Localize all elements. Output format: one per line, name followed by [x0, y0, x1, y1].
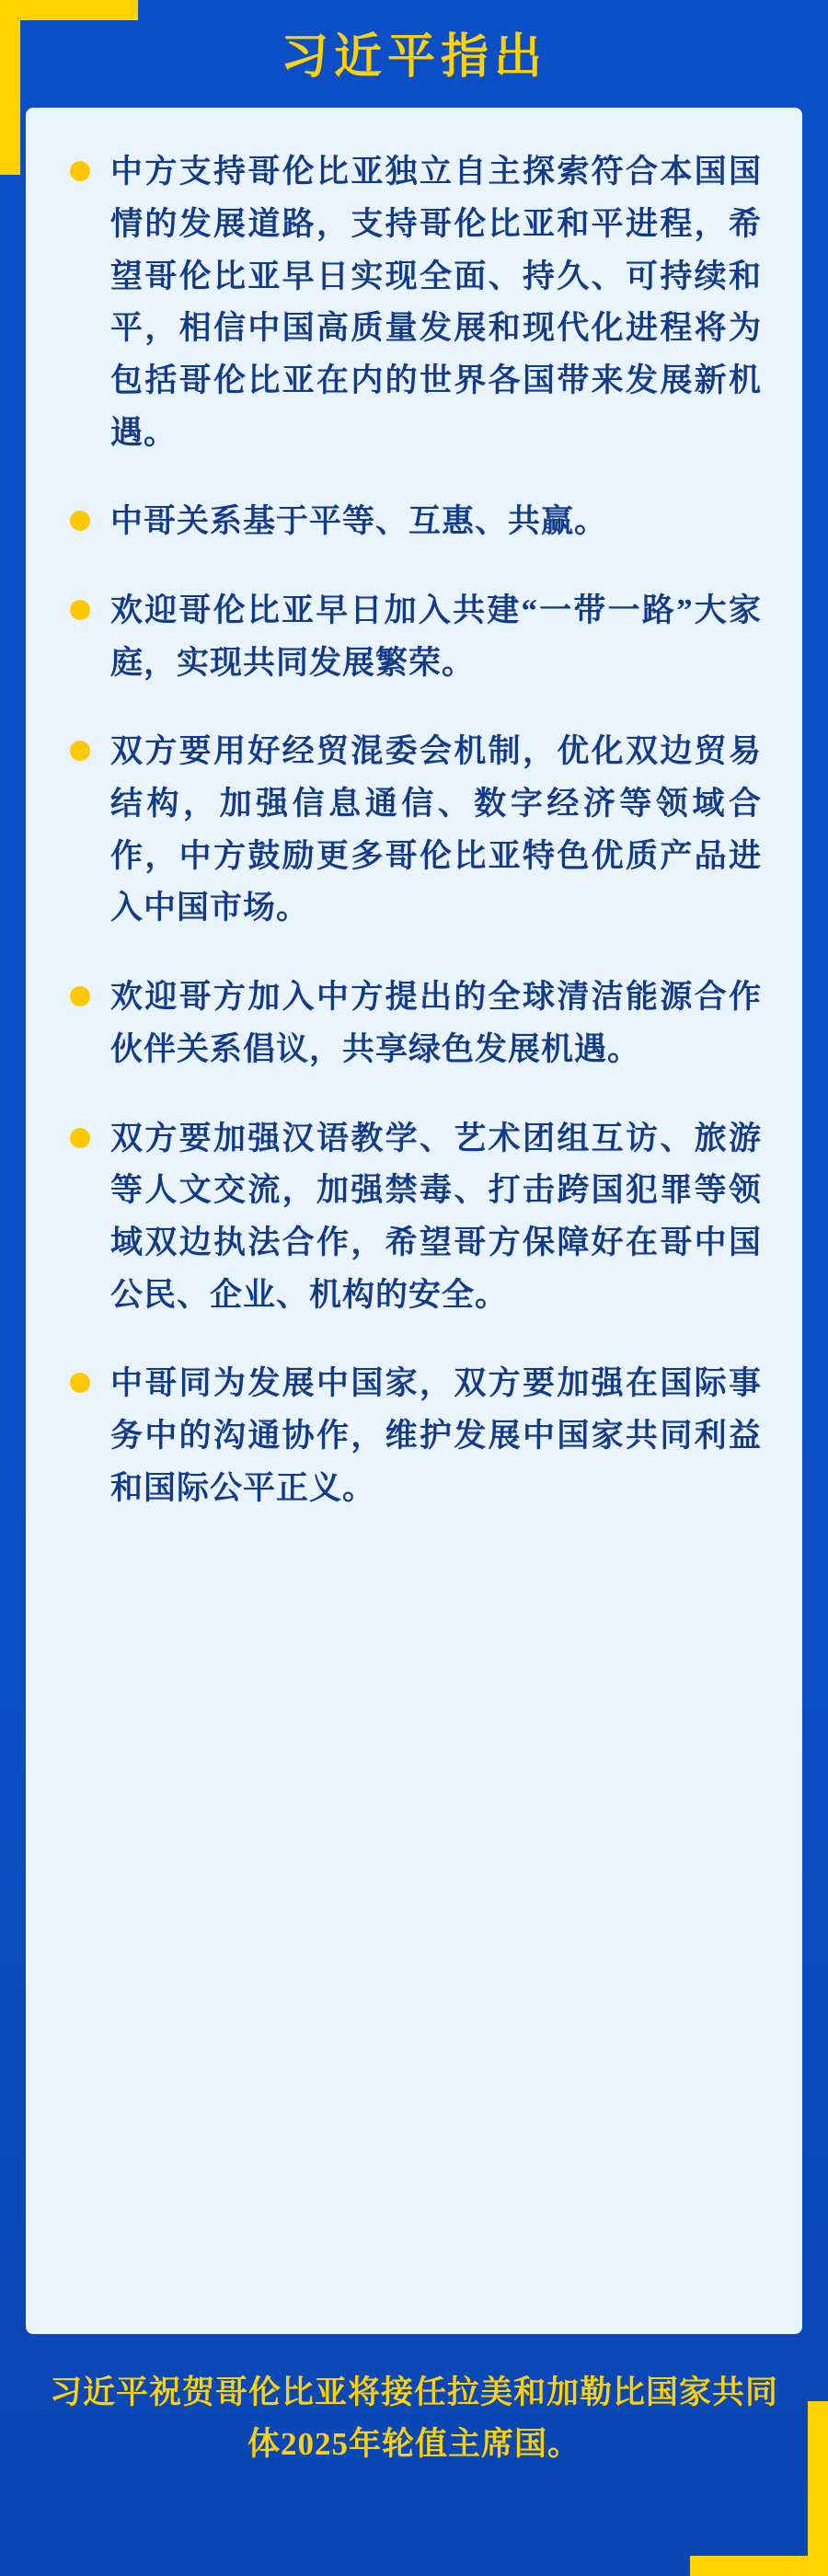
- list-item-text: 欢迎哥方加入中方提出的全球清洁能源合作伙伴关系倡议，共享绿色发展机遇。: [110, 979, 762, 1067]
- page-title: 习近平指出: [280, 31, 547, 84]
- corner-accent-top-left-vertical: [0, 0, 20, 175]
- corner-accent-bottom-right-vertical: [808, 2401, 828, 2576]
- list-item: [66, 972, 762, 1075]
- list-item: [66, 1113, 762, 1322]
- list-item: [66, 585, 762, 689]
- points-list: [66, 146, 762, 1514]
- list-item-text: 双方要用好经贸混委会机制，优化双边贸易结构，加强信息通信、数字经济等领域合作，中方鼓励更多哥伦比亚特色优质产品进入中国市场。: [110, 733, 762, 926]
- bullet-icon: [70, 986, 90, 1006]
- content-card: [26, 108, 802, 2334]
- list-item-text: 中哥同为发展中国家，双方要加强在国际事务中的沟通协作，维护发展中国家共同利益和国际公平正义。: [110, 1365, 762, 1506]
- list-item-text: 欢迎哥伦比亚早日加入共建“一带一路”大家庭，实现共同发展繁荣。: [110, 592, 762, 681]
- list-item-text: 双方要加强汉语教学、艺术团组互访、旅游等人文交流，加强禁毒、打击跨国犯罪等领域双边执法合作，希望哥方保障好在哥中国公民、企业、机构的安全。: [110, 1120, 762, 1313]
- bullet-icon: [70, 511, 90, 531]
- bullet-icon: [70, 1373, 90, 1393]
- footer-text: 习近平祝贺哥伦比亚将接任拉美和加勒比国家共同体2025年轮值主席国。: [50, 2375, 779, 2463]
- list-item: [66, 726, 762, 935]
- corner-accent-top-left-horizontal: [0, 0, 138, 20]
- corner-accent-bottom-right-horizontal: [690, 2556, 828, 2576]
- poster-footer: [0, 2334, 828, 2507]
- list-item: [66, 1358, 762, 1514]
- bullet-icon: [70, 600, 90, 620]
- list-item-text: 中方支持哥伦比亚独立自主探索符合本国国情的发展道路，支持哥伦比亚和平进程，希望哥伦比亚早日实现全面、持久、可持续和平，相信中国高质量发展和现代化进程将为包括哥伦比亚在内的世界各国带来发展新机遇。: [110, 154, 762, 451]
- bullet-icon: [70, 161, 90, 181]
- list-item: [66, 496, 762, 548]
- bullet-icon: [70, 741, 90, 761]
- list-item: [66, 146, 762, 459]
- list-item-text: 中哥关系基于平等、互惠、共赢。: [110, 503, 608, 540]
- bullet-icon: [70, 1128, 90, 1148]
